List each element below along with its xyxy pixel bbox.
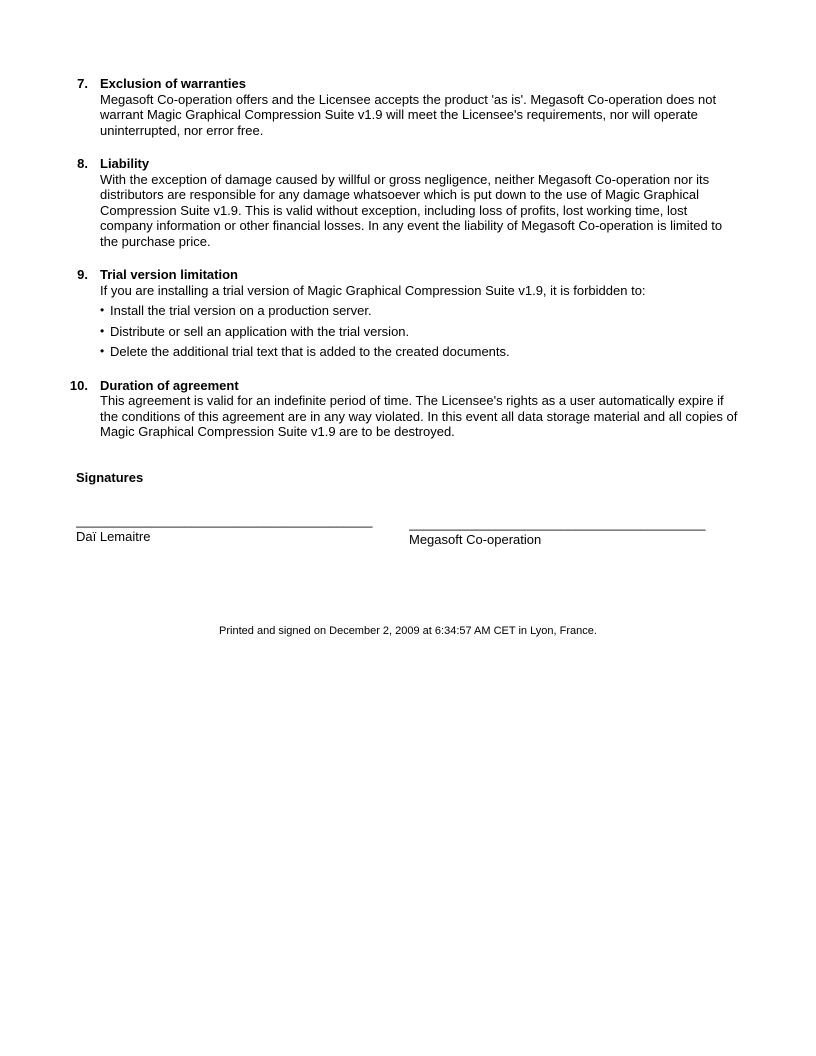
section-number: 7. [77,76,88,91]
signature-line: _________________________________________ [409,516,706,531]
signatures-heading: Signatures [76,469,144,485]
section-number: 10. [69,377,88,393]
agreement-content [60,76,750,547]
section-exclusion-of-warranties [60,76,750,138]
section-trial-version-limitation [60,267,750,360]
section-main [100,378,738,440]
section-duration-of-agreement [60,378,750,440]
section-title: Liability [100,156,150,171]
section-title: Trial version limitation [100,267,238,282]
section-number: 8. [77,156,88,171]
section-liability [60,156,750,249]
signature-block-licensor [409,516,709,547]
section-title: Exclusion of warranties [100,76,246,91]
section-number: 9. [77,267,88,282]
section-title: Duration of agreement [100,377,239,393]
signature-line: _________________________________________ [76,513,373,528]
signature-block-licensee [76,513,376,547]
bullet-icon: • [100,323,105,338]
section-body: This agreement is valid for an indefinite period of time. The Licensee's rights as a user automatically expire if the conditions of this agreement are in any way violated. In this event all data storage material and all copies of Magic Graphical Compression Suite v1.9 are to be destroyed. [100,393,738,439]
bullet-icon: • [100,303,105,317]
list-item-text: Install the trial version on a production server. [110,303,372,318]
section-main [100,267,738,360]
print-footer-note: Printed and signed on December 2, 2009 at 6:34:57 AM CET in Lyon, France. [219,625,597,637]
list-item-text: Distribute or sell an application with the trial version. [110,323,410,339]
bullet-icon: • [100,344,105,358]
list-item [100,303,738,319]
list-item [100,324,738,340]
bullet-list [100,303,738,360]
signature-row [76,513,750,547]
signatory-name: Megasoft Co-operation [409,531,542,547]
signatory-name: Daï Lemaitre [76,528,151,544]
section-body: Megasoft Co-operation offers and the Licensee accepts the product 'as is'. Megasoft Co-operation does not warrant Magic Graphical Compression Suite v1.9 will meet the Licensee's requirements, nor will operate uninterrupted, nor error free. [100,91,717,138]
section-main [100,76,738,138]
section-main [100,156,738,249]
list-item-text: Delete the additional trial text that is added to the created documents. [110,344,510,359]
list-item [100,344,738,360]
section-body: With the exception of damage caused by willful or gross negligence, neither Megasoft Co-operation nor its distributors are responsible for any damage whatsoever which is put down to the use of Magic Graphical Compression Suite v1.9. This is valid without exception, including loss of profits, lost working time, lost company information or other financial losses. In any event the liability of Megasoft Co-operation is limited to the purchase price. [100,171,723,249]
section-body: If you are installing a trial version of Magic Graphical Compression Suite v1.9, it is forbidden to: [100,282,646,298]
